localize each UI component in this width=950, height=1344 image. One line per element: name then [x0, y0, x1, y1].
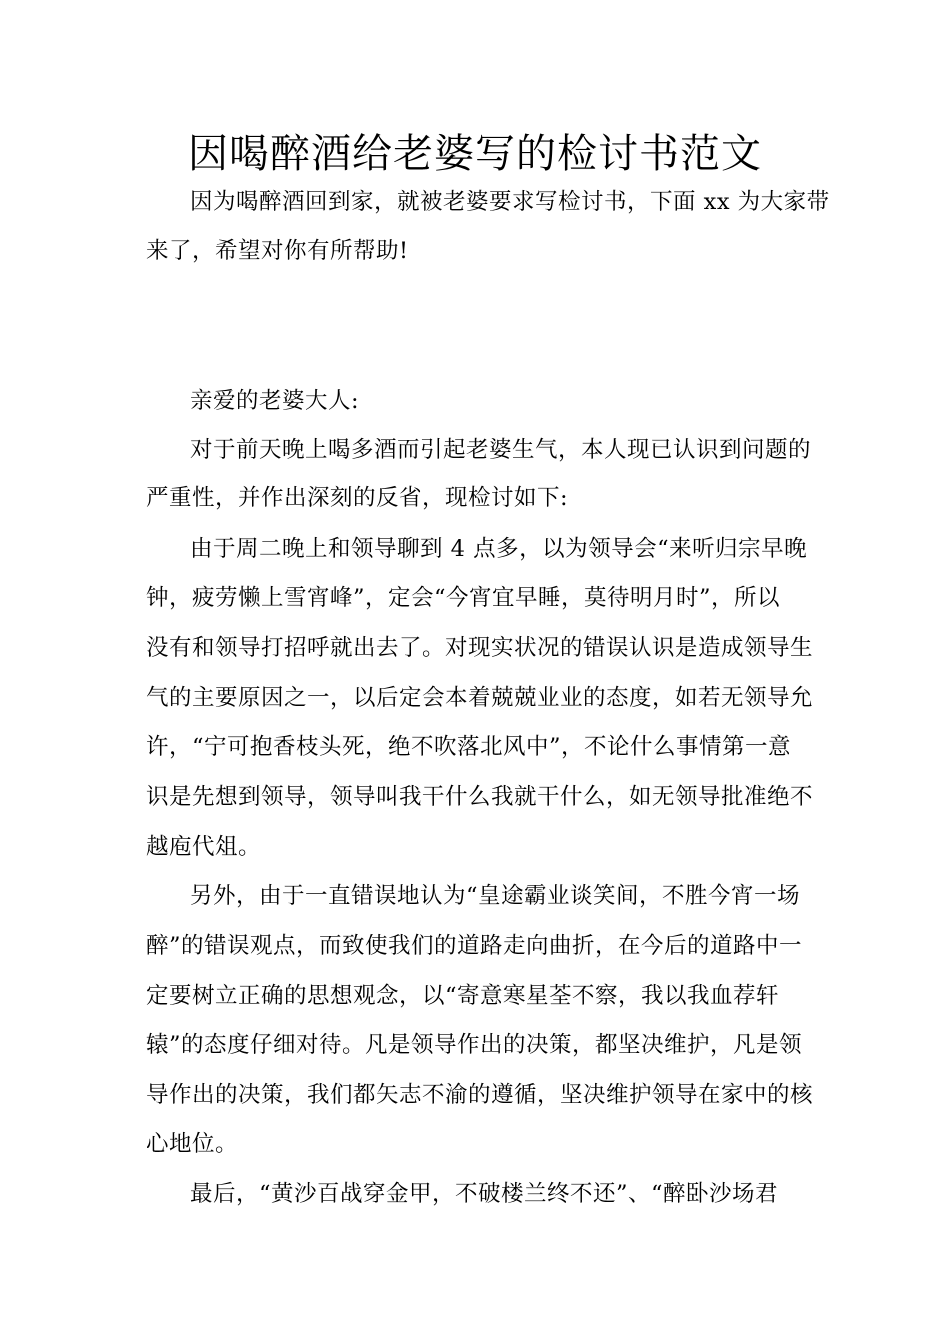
paragraph-line: 没有和领导打招呼就出去了。对现实状况的错误认识是造成领导生: [146, 635, 814, 661]
intro-line: 来了，希望对你有所帮助!: [146, 238, 409, 264]
paragraph-line: 辕”的态度仔细对待。凡是领导作出的决策，都坚决维护，凡是领: [146, 1032, 803, 1058]
paragraph-line: 识是先想到领导，领导叫我干什么我就干什么，如无领导批准绝不: [146, 784, 814, 810]
paragraph-line: 由于周二晚上和领导聊到 4 点多，以为领导会“来听归宗早晚: [190, 536, 808, 562]
paragraph-line: 越庖代俎。: [146, 834, 262, 860]
paragraph-line: 钟，疲劳懒上雪宵峰”，定会“今宵宜早睡，莫待明月时”，所以: [146, 585, 781, 611]
paragraph-line: 另外，由于一直错误地认为“皇途霸业谈笑间，不胜今宵一场: [190, 883, 801, 909]
paragraph-line: 醉”的错误观点，而致使我们的道路走向曲折，在今后的道路中一: [146, 933, 803, 959]
paragraph-line: 严重性，并作出深刻的反省，现检讨如下:: [146, 485, 569, 511]
paragraph-line: 导作出的决策，我们都矢志不渝的遵循，坚决维护领导在家中的核: [146, 1082, 814, 1108]
paragraph-line: 许，“宁可抱香枝头死，绝不吹落北风中”，不论什么事情第一意: [146, 734, 792, 760]
intro-line: 因为喝醉酒回到家，就被老婆要求写检讨书，下面 xx 为大家带: [190, 189, 830, 215]
greeting: 亲爱的老婆大人:: [190, 388, 360, 414]
paragraph-line: 心地位。: [146, 1131, 239, 1157]
paragraph-line: 定要树立正确的思想观念，以“寄意寒星荃不察，我以我血荐轩: [146, 983, 780, 1009]
paragraph-line: 气的主要原因之一，以后定会本着兢兢业业的态度，如若无领导允: [146, 685, 814, 711]
paragraph-line: 对于前天晚上喝多酒而引起老婆生气，本人现已认识到问题的: [190, 437, 812, 463]
document-title: 因喝醉酒给老婆写的检讨书范文: [188, 131, 762, 177]
paragraph-line: 最后，“黄沙百战穿金甲，不破楼兰终不还”、“醉卧沙场君: [190, 1181, 779, 1207]
